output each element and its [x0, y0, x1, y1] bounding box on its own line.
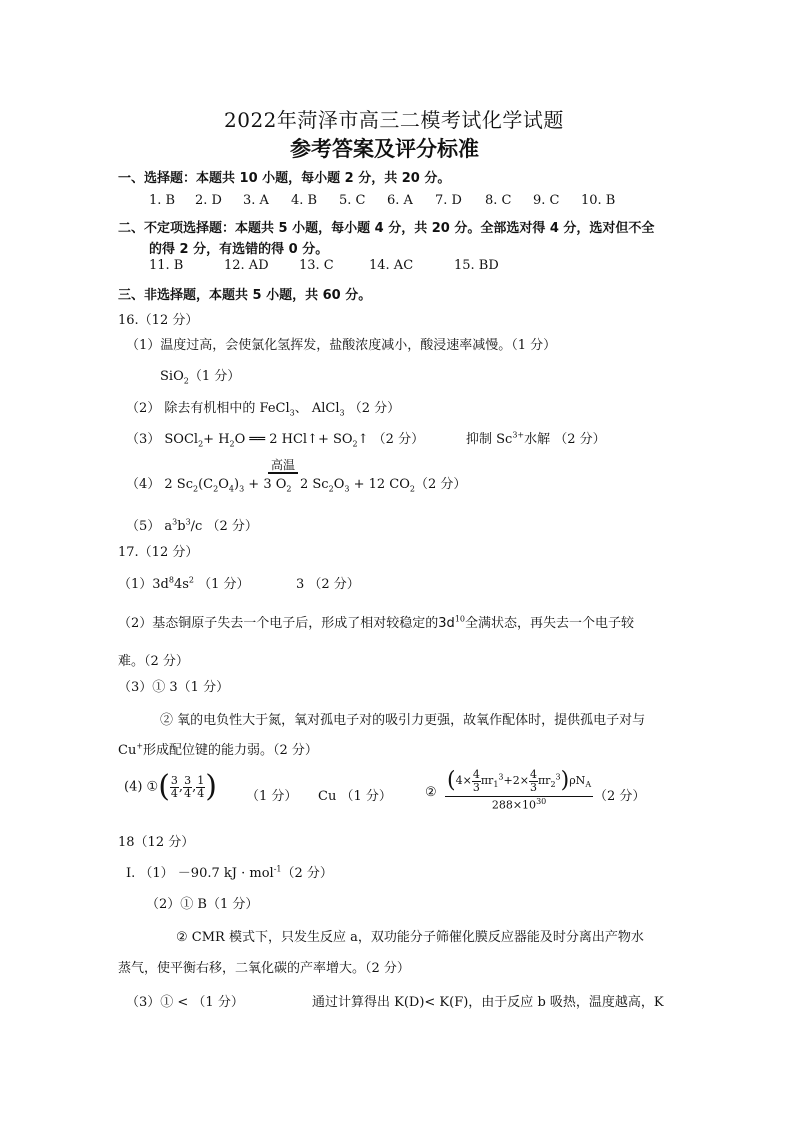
answer-1: 1. B — [149, 193, 176, 208]
q17-part3-line2: ② 氧的电负性大于氮，氧对孤电子对的吸引力更强，故氧作配体时，提供孤电子对与 — [160, 713, 646, 728]
q18-part2: （2）① B（1 分） — [146, 897, 259, 912]
page-title: 2022年菏泽市高三二模考试化学试题 — [224, 108, 564, 132]
q16-part2: （2） 除去有机相中的 FeCl$_3$、 AlCl$_3$ （2 分） — [126, 401, 401, 418]
q17-part4-circle2: ② — [425, 785, 437, 800]
q16-part4-product: 2 $Sc_2O_3 + 12$ $CO_2(2$ 分） — [300, 477, 467, 494]
q17-part1-answer: 3 （2 分） — [296, 577, 360, 592]
q17-part3-line3: Cu+形成配位键的能力弱。（2 分） — [118, 741, 318, 758]
answer-8: 8. C — [485, 193, 512, 208]
q18-part2-line3: 蒸气，使平衡右移，二氧化碳的产率增大。（2 分） — [118, 961, 410, 976]
q18-number: 18（12 分） — [118, 835, 195, 850]
q16-part1: （1）温度过高，会使氯化氢挥发，盐酸浓度减小，酸浸速率减慢。（1 分） — [126, 338, 557, 353]
section2-heading-line2: 的得 2 分，有选错的得 0 分。 — [149, 242, 329, 257]
answer-5: 5. C — [339, 193, 366, 208]
answer-12: 12. AD — [224, 258, 269, 273]
q16-part5: （5） $a^3b^3/c$ （2 分） — [126, 517, 258, 534]
q16-number: 16.（12 分） — [118, 313, 199, 328]
q16-part3-hydrolysis: 抑制 $Sc^{3+}$水解 （2 分） — [466, 430, 606, 447]
q17-part2-line1: （2）基态铜原子失去一个电子后，形成了相对较稳定的$3d^{10}$全满状态，再失去一个电子较 — [118, 614, 635, 631]
answer-13: 13. C — [299, 258, 334, 273]
q18-part3: （3）① < （1 分） — [126, 995, 244, 1010]
q17-number: 17.（12 分） — [118, 545, 199, 560]
answer-11: 11. B — [149, 258, 184, 273]
section1-heading: 一、选择题：本题共 10 小题，每小题 2 分，共 20 分。 — [118, 171, 451, 186]
q16-part4-condition: 高温 — [268, 459, 298, 474]
q18-part2-line2: ② CMR 模式下，只发生反应 a，双功能分子筛催化膜反应器能及时分离出产物水 — [176, 930, 644, 945]
answer-4: 4. B — [291, 193, 318, 208]
q16-part1-sio2: SiO$_2$（1 分） — [160, 369, 241, 386]
section3-heading: 三、非选择题，本题共 5 小题，共 60 分。 — [118, 288, 372, 303]
q17-part1: $(1)3d^84s^2$ （1 分） — [118, 575, 250, 592]
answer-6: 6. A — [387, 193, 413, 208]
q18-part3-explanation: 通过计算得出 K(D)< K(F)，由于反应 b 吸热，温度越高，K — [312, 995, 664, 1010]
q17-part3: （3）① 3（1 分） — [118, 680, 230, 695]
q17-part4: (4) ①( $\frac{3}{4}$ , $\frac{3}{4}$ , $\frac{1}{4}$ ) — [124, 769, 217, 804]
section2-heading-line1: 二、不定项选择题：本题共 5 小题，每小题 4 分，共 20 分。全部选对得 4 分，选对但不全 — [118, 221, 655, 236]
answer-3: 3. A — [243, 193, 269, 208]
section2-answers — [149, 258, 514, 273]
answer-9: 9. C — [533, 193, 560, 208]
q17-part4-points1: （1 分） — [246, 789, 298, 804]
page-subtitle: 参考答案及评分标准 — [290, 137, 479, 161]
answer-14: 14. AC — [369, 258, 414, 273]
section1-answers — [149, 193, 631, 208]
q17-part2-line2: 难。（2 分） — [118, 654, 189, 669]
answer-2: 2. D — [195, 193, 222, 208]
q17-part4-cu: Cu （1 分） — [318, 789, 392, 804]
q17-part4-points2: （2 分） — [594, 789, 646, 804]
answer-10: 10. B — [581, 193, 616, 208]
answer-15: 15. BD — [454, 258, 499, 273]
q16-part3: （3） SOCl$_2$+ $H_2O$ ══ 2 HCl↑+ $SO_2↑$ （2 分） — [126, 432, 425, 449]
q17-part4-density-formula: (4× $\frac{4}{3}$ $\pi r_1^3+2\times$ $\frac{4}{3}$ $\pi r_2^3)\rho N_A$ $288\times 10^{30}$ — [447, 767, 592, 812]
q18-part1: I. （1） －90.7 kJ · mol$^{-1}$（2 分） — [126, 864, 333, 881]
q16-part4: （4） 2 $Sc_2(C_2O_4)_3 + 3$ $O_2$ — [126, 477, 292, 494]
answer-7: 7. D — [435, 193, 462, 208]
